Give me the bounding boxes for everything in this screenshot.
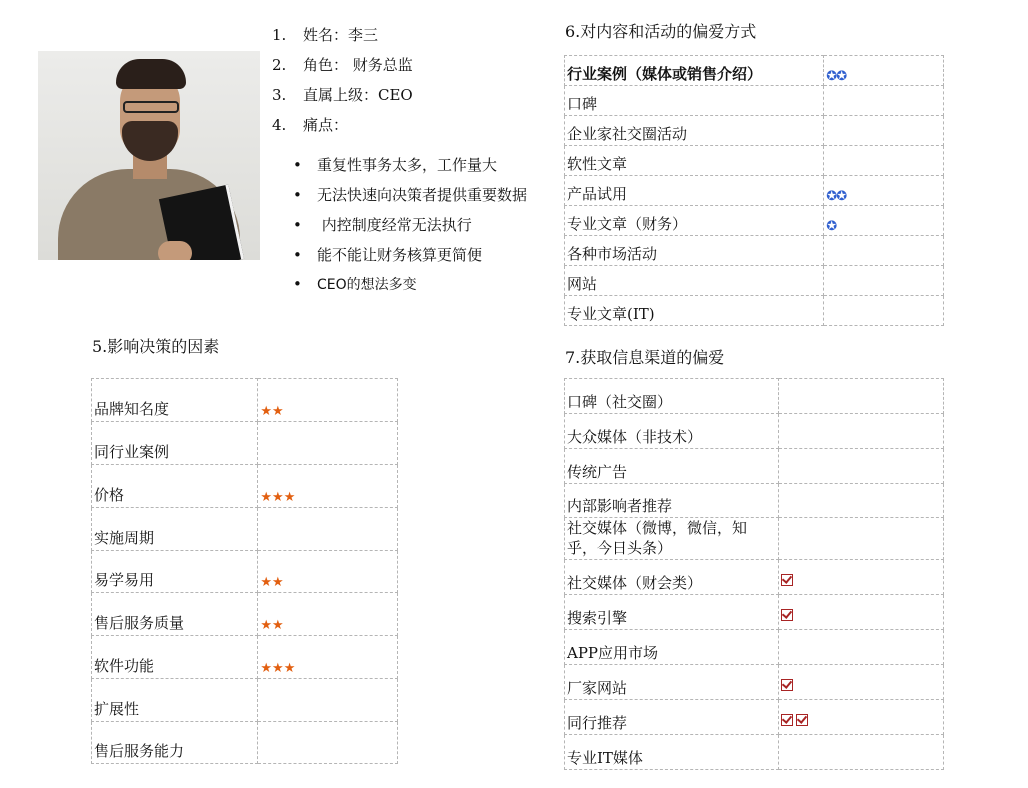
table-row: 专业文章（财务） ✪: [565, 206, 944, 236]
channel-rating: [779, 735, 944, 770]
table-row: [565, 735, 944, 770]
pain-point-item: • 重复性事务太多，工作量大: [293, 156, 498, 174]
star-rating-icon: ★★: [260, 404, 284, 419]
table-row: 实施周期: [92, 508, 398, 551]
channel-label: 社交媒体（微博，微信，知乎，今日头条）: [565, 518, 779, 560]
table-row: 同行业案例: [92, 422, 398, 465]
channel-label: 内部影响者推荐: [565, 484, 779, 518]
table-row: 网站: [565, 266, 944, 296]
table-row: 品牌知名度 ★★: [92, 379, 398, 422]
channel-rating: [779, 595, 944, 630]
section6-title: 6.对内容和活动的偏爱方式: [565, 22, 757, 41]
persona-photo: [38, 51, 260, 260]
channel-label: 厂家网站: [565, 665, 779, 700]
table-row: 企业家社交圈活动: [565, 116, 944, 146]
table-row: [565, 414, 944, 449]
decision-factors-table: [91, 378, 398, 764]
table-row: 专业文章(IT): [565, 296, 944, 326]
content-preference-table: [564, 55, 944, 326]
table-row: 售后服务质量 ★★: [92, 593, 398, 636]
channel-label: 专业IT媒体: [565, 735, 779, 770]
info-item-superior: 3. 直属上级：CEO: [272, 86, 413, 104]
info-item-name: 1. 姓名：李三: [272, 26, 379, 44]
table-row: [565, 379, 944, 414]
info-item-pain-points: 4. 痛点：: [272, 116, 349, 134]
table-row: 扩展性: [92, 679, 398, 722]
blue-star-badge-icon: ✪: [826, 219, 837, 234]
channel-rating: [779, 449, 944, 484]
channel-label: 同行推荐: [565, 700, 779, 735]
pain-point-item: • CEO的想法多变: [293, 275, 417, 293]
pain-point-item: • 能不能让财务核算更简便: [293, 246, 483, 264]
channel-rating: [779, 630, 944, 665]
table-row: [565, 665, 944, 700]
channel-label: 传统广告: [565, 449, 779, 484]
table-row: [565, 595, 944, 630]
table-row: 软性文章: [565, 146, 944, 176]
table-row: [565, 449, 944, 484]
blue-star-badge-icon: ✪✪: [826, 189, 847, 204]
table-row: [565, 630, 944, 665]
table-row: 各种市场活动: [565, 236, 944, 266]
section7-title: 7.获取信息渠道的偏爱: [565, 348, 725, 367]
table-row: [565, 700, 944, 735]
pain-point-item: • 无法快速向决策者提供重要数据: [293, 186, 528, 204]
table-row: 易学易用 ★★: [92, 551, 398, 593]
channel-rating: [779, 484, 944, 518]
table-row: 软件功能 ★★★: [92, 636, 398, 679]
channel-rating: [779, 700, 944, 735]
table-row: 口碑: [565, 86, 944, 116]
section5-title: 5.影响决策的因素: [92, 337, 220, 356]
star-rating-icon: ★★★: [260, 490, 296, 505]
checkbox-checked-icon: [781, 574, 793, 586]
channel-rating: [779, 560, 944, 595]
channel-preference-table: [564, 378, 944, 770]
channel-rating: [779, 414, 944, 449]
channel-rating: [779, 665, 944, 700]
pain-point-item: • 内控制度经常无法执行: [293, 216, 472, 234]
table-row: [565, 518, 944, 560]
table-row: [565, 560, 944, 595]
channel-label: 大众媒体（非技术）: [565, 414, 779, 449]
checkbox-checked-icon: [796, 714, 808, 726]
checkbox-checked-icon: [781, 714, 793, 726]
table-row: [565, 484, 944, 518]
channel-rating: [779, 518, 944, 560]
channel-label: 口碑（社交圈）: [565, 379, 779, 414]
star-rating-icon: ★★★: [260, 661, 296, 676]
info-item-role: 2. 角色： 财务总监: [272, 56, 413, 74]
checkbox-checked-icon: [781, 679, 793, 691]
channel-rating: [779, 379, 944, 414]
star-rating-icon: ★★: [260, 575, 284, 590]
channel-label: APP应用市场: [565, 630, 779, 665]
checkbox-checked-icon: [781, 609, 793, 621]
table-row: 价格 ★★★: [92, 465, 398, 508]
table-row: 售后服务能力: [92, 722, 398, 764]
table-row: 行业案例（媒体或销售介绍） ✪✪: [565, 56, 944, 86]
table-row: 产品试用 ✪✪: [565, 176, 944, 206]
channel-label: 社交媒体（财会类）: [565, 560, 779, 595]
blue-star-badge-icon: ✪✪: [826, 69, 847, 84]
channel-label: 搜索引擎: [565, 595, 779, 630]
star-rating-icon: ★★: [260, 618, 284, 633]
